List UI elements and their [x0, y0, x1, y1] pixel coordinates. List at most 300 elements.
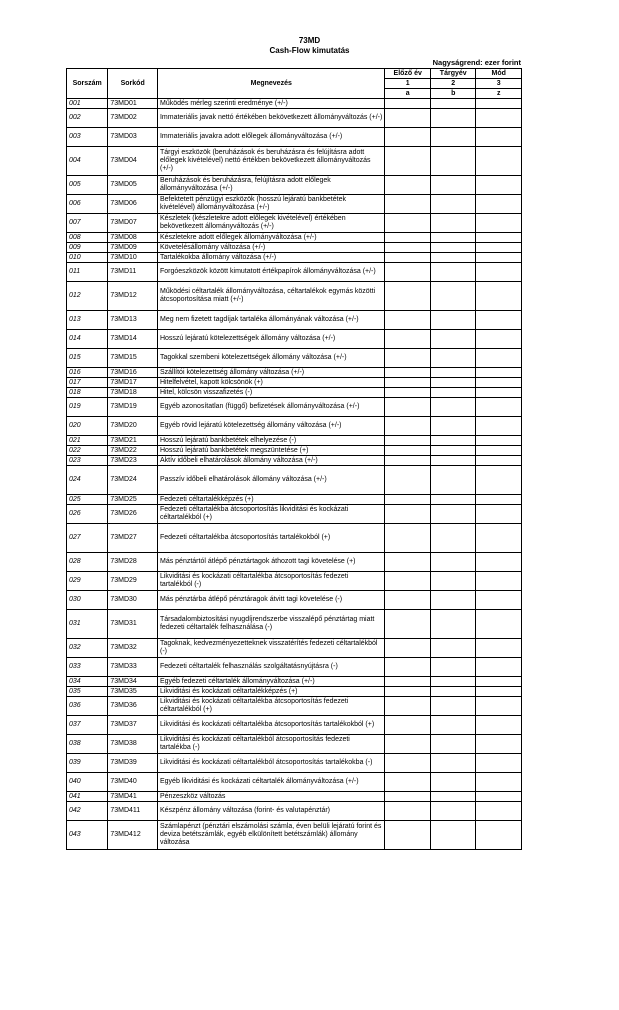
- row-description: Pénzeszköz változás: [157, 792, 385, 802]
- row-serial: 013: [67, 311, 108, 330]
- row-serial: 029: [67, 572, 108, 591]
- row-value-prev[interactable]: [385, 311, 431, 330]
- row-value-current[interactable]: [430, 233, 476, 243]
- row-value-current[interactable]: [430, 368, 476, 378]
- row-serial: 033: [67, 658, 108, 677]
- table-row: [67, 263, 522, 282]
- row-description: Fedezeti céltartalékképzés (+): [157, 495, 385, 505]
- table-row: [67, 466, 522, 495]
- row-serial: 010: [67, 253, 108, 263]
- row-code: 73MD17: [108, 378, 158, 388]
- table-row: [67, 495, 522, 505]
- row-value-mod[interactable]: [476, 735, 522, 754]
- row-serial: 021: [67, 436, 108, 446]
- row-value-current[interactable]: [430, 253, 476, 263]
- row-value-current[interactable]: [430, 214, 476, 233]
- row-value-mod[interactable]: [476, 398, 522, 417]
- row-serial: 007: [67, 214, 108, 233]
- table-row: [67, 572, 522, 591]
- row-description: Tárgyi eszközök (beruházások és beruházásra és felújításra adott előlegek kivételével) nettó értékben bekövetkezett állományváltozás (+/-): [157, 147, 385, 176]
- table-row: [67, 417, 522, 436]
- row-code: 73MD03: [108, 128, 158, 147]
- col-num-current: 2: [430, 79, 476, 89]
- table-row: [67, 176, 522, 195]
- row-value-prev[interactable]: [385, 735, 431, 754]
- row-value-mod[interactable]: [476, 456, 522, 466]
- table-row: [67, 128, 522, 147]
- row-description: Fedezeti céltartalékba átcsoportosítás tartalékokból (+): [157, 524, 385, 553]
- row-value-current[interactable]: [430, 735, 476, 754]
- table-row: [67, 214, 522, 233]
- row-value-current[interactable]: [430, 591, 476, 610]
- row-value-prev[interactable]: [385, 263, 431, 282]
- row-value-prev[interactable]: [385, 524, 431, 553]
- row-value-prev[interactable]: [385, 378, 431, 388]
- row-description: Likviditási és kockázati céltartalékból átcsoportosítás fedezeti tartalékba (-): [157, 735, 385, 754]
- row-value-mod[interactable]: [476, 263, 522, 282]
- row-serial: 032: [67, 639, 108, 658]
- row-value-prev[interactable]: [385, 773, 431, 792]
- row-serial: 039: [67, 754, 108, 773]
- row-code: 73MD30: [108, 591, 158, 610]
- table-row: [67, 388, 522, 398]
- table-row: [67, 282, 522, 311]
- row-code: 73MD11: [108, 263, 158, 282]
- row-value-mod[interactable]: [476, 677, 522, 687]
- col-letter-prev: a: [385, 89, 431, 99]
- row-value-mod[interactable]: [476, 436, 522, 446]
- row-value-mod[interactable]: [476, 697, 522, 716]
- row-value-current[interactable]: [430, 792, 476, 802]
- table-row: [67, 99, 522, 109]
- row-value-current[interactable]: [430, 109, 476, 128]
- row-description: Készpénz állomány változása (forint- és valutapénztár): [157, 802, 385, 821]
- row-value-mod[interactable]: [476, 773, 522, 792]
- row-serial: 002: [67, 109, 108, 128]
- row-value-current[interactable]: [430, 687, 476, 697]
- row-serial: 005: [67, 176, 108, 195]
- row-value-prev[interactable]: [385, 368, 431, 378]
- table-row: [67, 243, 522, 253]
- row-description: Követelésállomány változása (+/-): [157, 243, 385, 253]
- row-description: Működési céltartalék állományváltozása, céltartalékok egymás közötti átcsoportosítása miatt (+/-): [157, 282, 385, 311]
- row-value-prev[interactable]: [385, 436, 431, 446]
- row-value-current[interactable]: [430, 195, 476, 214]
- row-serial: 043: [67, 821, 108, 850]
- row-value-prev[interactable]: [385, 505, 431, 524]
- table-row: [67, 687, 522, 697]
- row-value-prev[interactable]: [385, 553, 431, 572]
- row-description: Fedezeti céltartalékba átcsoportosítás likviditási és kockázati céltartalékból (+): [157, 505, 385, 524]
- col-header-mod: Mód: [476, 69, 522, 79]
- row-value-current[interactable]: [430, 773, 476, 792]
- row-serial: 017: [67, 378, 108, 388]
- cash-flow-table: [66, 68, 522, 850]
- row-code: 73MD412: [108, 821, 158, 850]
- row-serial: 022: [67, 446, 108, 456]
- row-code: 73MD15: [108, 349, 158, 368]
- row-value-mod[interactable]: [476, 349, 522, 368]
- row-description: Likviditási és kockázati céltartalékból átcsoportosítás tartalékokba (-): [157, 754, 385, 773]
- col-header-serial: Sorszám: [67, 69, 108, 99]
- row-description: Hosszú lejáratú kötelezettségek állomány változása (+/-): [157, 330, 385, 349]
- row-value-mod[interactable]: [476, 282, 522, 311]
- row-code: 73MD05: [108, 176, 158, 195]
- row-value-prev[interactable]: [385, 446, 431, 456]
- row-code: 73MD14: [108, 330, 158, 349]
- row-serial: 027: [67, 524, 108, 553]
- row-description: Más pénztárba átlépő pénztáragok átvitt tagi követelése (-): [157, 591, 385, 610]
- row-serial: 014: [67, 330, 108, 349]
- row-value-mod[interactable]: [476, 195, 522, 214]
- row-code: 73MD38: [108, 735, 158, 754]
- row-description: Hitel, kölcsön visszafizetés (-): [157, 388, 385, 398]
- row-value-prev[interactable]: [385, 109, 431, 128]
- col-letter-current: b: [430, 89, 476, 99]
- row-code: 73MD25: [108, 495, 158, 505]
- row-value-prev[interactable]: [385, 821, 431, 850]
- row-value-current[interactable]: [430, 378, 476, 388]
- row-value-prev[interactable]: [385, 495, 431, 505]
- row-description: Tagokkal szembeni kötelezettségek állomány változása (+/-): [157, 349, 385, 368]
- table-row: [67, 195, 522, 214]
- row-serial: 011: [67, 263, 108, 282]
- row-code: 73MD23: [108, 456, 158, 466]
- row-value-prev[interactable]: [385, 677, 431, 687]
- row-value-prev[interactable]: [385, 253, 431, 263]
- row-value-prev[interactable]: [385, 99, 431, 109]
- row-value-mod[interactable]: [476, 253, 522, 263]
- row-description: Egyéb fedezeti céltartalék állományváltozása (+/-): [157, 677, 385, 687]
- row-value-mod[interactable]: [476, 505, 522, 524]
- row-code: 73MD35: [108, 687, 158, 697]
- row-value-prev[interactable]: [385, 282, 431, 311]
- row-description: Likviditási és kockázati céltartalékba átcsoportosítás tartalékokból (+): [157, 716, 385, 735]
- row-description: Más pénztártól átlépő pénztártagok áthozott tagi követelése (+): [157, 553, 385, 572]
- row-value-current[interactable]: [430, 697, 476, 716]
- row-serial: 030: [67, 591, 108, 610]
- table-row: [67, 697, 522, 716]
- row-description: Likviditási és kockázati céltartalékképzés (+): [157, 687, 385, 697]
- col-header-name: Megnevezés: [157, 69, 385, 99]
- row-value-prev[interactable]: [385, 687, 431, 697]
- row-serial: 012: [67, 282, 108, 311]
- row-value-prev[interactable]: [385, 639, 431, 658]
- row-value-current[interactable]: [430, 456, 476, 466]
- row-value-prev[interactable]: [385, 176, 431, 195]
- row-serial: 016: [67, 368, 108, 378]
- row-code: 73MD22: [108, 446, 158, 456]
- unit-label: Nagyságrend: ezer forint: [432, 58, 521, 67]
- table-row: [67, 735, 522, 754]
- table-row: [67, 754, 522, 773]
- row-value-prev[interactable]: [385, 195, 431, 214]
- row-value-current[interactable]: [430, 263, 476, 282]
- row-value-mod[interactable]: [476, 214, 522, 233]
- table-row: [67, 677, 522, 687]
- table-row: [67, 553, 522, 572]
- row-value-mod[interactable]: [476, 716, 522, 735]
- row-value-mod[interactable]: [476, 446, 522, 456]
- row-code: 73MD04: [108, 147, 158, 176]
- row-description: Egyéb rövid lejáratú kötelezettség állomány változása (+/-): [157, 417, 385, 436]
- row-code: 73MD09: [108, 243, 158, 253]
- row-serial: 025: [67, 495, 108, 505]
- table-row: [67, 330, 522, 349]
- row-description: Társadalombiztosítási nyugdíjrendszerbe visszalépő pénztártag miatt fedezeti céltartalék felhasználása (-): [157, 610, 385, 639]
- col-header-current: Tárgyév: [430, 69, 476, 79]
- row-value-current[interactable]: [430, 349, 476, 368]
- table-row: [67, 716, 522, 735]
- row-value-current[interactable]: [430, 436, 476, 446]
- row-code: 73MD40: [108, 773, 158, 792]
- row-value-mod[interactable]: [476, 553, 522, 572]
- row-code: 73MD24: [108, 466, 158, 495]
- row-value-mod[interactable]: [476, 388, 522, 398]
- row-value-current[interactable]: [430, 99, 476, 109]
- table-row: [67, 446, 522, 456]
- row-description: Aktív időbeli elhatárolások állomány változása (+/-): [157, 456, 385, 466]
- row-serial: 040: [67, 773, 108, 792]
- table-row: [67, 773, 522, 792]
- row-value-mod[interactable]: [476, 466, 522, 495]
- table-row: [67, 821, 522, 850]
- form-code: 73MD: [298, 36, 321, 45]
- row-value-mod[interactable]: [476, 792, 522, 802]
- row-value-prev[interactable]: [385, 754, 431, 773]
- row-code: 73MD36: [108, 697, 158, 716]
- row-value-current[interactable]: [430, 505, 476, 524]
- row-value-current[interactable]: [430, 466, 476, 495]
- row-serial: 035: [67, 687, 108, 697]
- row-description: Hitelfelvétel, kapott kölcsönök (+): [157, 378, 385, 388]
- row-value-current[interactable]: [430, 754, 476, 773]
- row-value-prev[interactable]: [385, 214, 431, 233]
- row-value-prev[interactable]: [385, 243, 431, 253]
- table-row: [67, 109, 522, 128]
- row-code: 73MD16: [108, 368, 158, 378]
- row-code: 73MD34: [108, 677, 158, 687]
- row-description: Immateriális javak nettó értékében bekövetkezett állományváltozás (+/-): [157, 109, 385, 128]
- row-value-prev[interactable]: [385, 417, 431, 436]
- row-code: 73MD06: [108, 195, 158, 214]
- row-value-current[interactable]: [430, 553, 476, 572]
- row-value-current[interactable]: [430, 398, 476, 417]
- row-value-current[interactable]: [430, 677, 476, 687]
- row-description: Hosszú lejáratú bankbetétek megszüntetése (+): [157, 446, 385, 456]
- row-value-prev[interactable]: [385, 233, 431, 243]
- row-code: 73MD26: [108, 505, 158, 524]
- row-value-current[interactable]: [430, 282, 476, 311]
- table-row: [67, 658, 522, 677]
- row-description: Meg nem fizetett tagdíjak tartaléka állományának változása (+/-): [157, 311, 385, 330]
- row-value-prev[interactable]: [385, 658, 431, 677]
- row-value-prev[interactable]: [385, 591, 431, 610]
- row-value-current[interactable]: [430, 128, 476, 147]
- row-description: Egyéb likviditási és kockázati céltartalék állományváltozása (+/-): [157, 773, 385, 792]
- row-value-mod[interactable]: [476, 176, 522, 195]
- table-row: [67, 792, 522, 802]
- row-value-mod[interactable]: [476, 821, 522, 850]
- table-row: [67, 524, 522, 553]
- row-value-mod[interactable]: [476, 330, 522, 349]
- row-value-current[interactable]: [430, 243, 476, 253]
- row-value-mod[interactable]: [476, 658, 522, 677]
- row-code: 73MD10: [108, 253, 158, 263]
- row-description: Hosszú lejáratú bankbetétek elhelyezése (-): [157, 436, 385, 446]
- row-value-current[interactable]: [430, 802, 476, 821]
- row-description: Működés mérleg szerinti eredménye (+/-): [157, 99, 385, 109]
- row-value-mod[interactable]: [476, 802, 522, 821]
- row-value-prev[interactable]: [385, 398, 431, 417]
- row-value-current[interactable]: [430, 495, 476, 505]
- row-code: 73MD27: [108, 524, 158, 553]
- row-value-mod[interactable]: [476, 109, 522, 128]
- row-serial: 009: [67, 243, 108, 253]
- row-serial: 042: [67, 802, 108, 821]
- row-value-prev[interactable]: [385, 802, 431, 821]
- table-row: [67, 436, 522, 446]
- row-value-mod[interactable]: [476, 243, 522, 253]
- row-serial: 031: [67, 610, 108, 639]
- row-value-mod[interactable]: [476, 754, 522, 773]
- row-serial: 019: [67, 398, 108, 417]
- table-row: [67, 147, 522, 176]
- table-row: [67, 368, 522, 378]
- row-value-mod[interactable]: [476, 128, 522, 147]
- row-value-prev[interactable]: [385, 572, 431, 591]
- row-code: 73MD31: [108, 610, 158, 639]
- row-code: 73MD02: [108, 109, 158, 128]
- row-serial: 041: [67, 792, 108, 802]
- table-row: [67, 398, 522, 417]
- row-serial: 015: [67, 349, 108, 368]
- row-description: Számlapénzt (pénztári elszámolási számla, éven belüli lejáratú forint és deviza betétszámlák, egyéb elkülönített betétszámlák) állomány változása: [157, 821, 385, 850]
- row-value-mod[interactable]: [476, 687, 522, 697]
- row-code: 73MD08: [108, 233, 158, 243]
- table-row: [67, 610, 522, 639]
- row-description: Likviditási és kockázati céltartalékba átcsoportosítás fedezeti tartalékból (-): [157, 572, 385, 591]
- row-value-prev[interactable]: [385, 147, 431, 176]
- row-serial: 004: [67, 147, 108, 176]
- row-value-prev[interactable]: [385, 456, 431, 466]
- row-value-prev[interactable]: [385, 330, 431, 349]
- row-value-mod[interactable]: [476, 368, 522, 378]
- row-value-prev[interactable]: [385, 792, 431, 802]
- row-description: Tartalékokba állomány változása (+/-): [157, 253, 385, 263]
- row-serial: 038: [67, 735, 108, 754]
- row-code: 73MD39: [108, 754, 158, 773]
- table-row: [67, 253, 522, 263]
- row-description: Egyéb azonosítatlan (függő) befizetések állományváltozása (+/-): [157, 398, 385, 417]
- row-value-mod[interactable]: [476, 591, 522, 610]
- row-description: Fedezeti céltartalék felhasználás szolgáltatásnyújtásra (-): [157, 658, 385, 677]
- row-value-current[interactable]: [430, 311, 476, 330]
- row-code: 73MD07: [108, 214, 158, 233]
- row-description: Készletekre adott előlegek állományváltozása (+/-): [157, 233, 385, 243]
- row-serial: 008: [67, 233, 108, 243]
- row-code: 73MD12: [108, 282, 158, 311]
- row-value-prev[interactable]: [385, 697, 431, 716]
- form-title: Cash-Flow kimutatás: [269, 46, 350, 55]
- table-row: [67, 591, 522, 610]
- row-description: Forgóeszközök között kimutatott értékpapírok állományváltozása (+/-): [157, 263, 385, 282]
- row-description: Szállítói kötelezettség állomány változása (+/-): [157, 368, 385, 378]
- row-serial: 001: [67, 99, 108, 109]
- row-value-current[interactable]: [430, 417, 476, 436]
- row-value-current[interactable]: [430, 572, 476, 591]
- row-serial: 037: [67, 716, 108, 735]
- row-value-current[interactable]: [430, 388, 476, 398]
- row-code: 73MD18: [108, 388, 158, 398]
- row-code: 73MD20: [108, 417, 158, 436]
- row-description: Készletek (készletekre adott előlegek kivételével) értékében bekövetkezett állományváltozás (+/-): [157, 214, 385, 233]
- row-value-prev[interactable]: [385, 716, 431, 735]
- row-value-mod[interactable]: [476, 311, 522, 330]
- table-row: [67, 311, 522, 330]
- row-serial: 036: [67, 697, 108, 716]
- row-code: 73MD19: [108, 398, 158, 417]
- row-description: Passzív időbeli elhatárolások állomány változása (+/-): [157, 466, 385, 495]
- col-header-code: Sorkód: [108, 69, 158, 99]
- row-value-mod[interactable]: [476, 378, 522, 388]
- row-value-mod[interactable]: [476, 524, 522, 553]
- row-value-current[interactable]: [430, 716, 476, 735]
- row-serial: 024: [67, 466, 108, 495]
- row-serial: 006: [67, 195, 108, 214]
- row-code: 73MD13: [108, 311, 158, 330]
- row-value-mod[interactable]: [476, 610, 522, 639]
- row-value-current[interactable]: [430, 821, 476, 850]
- row-value-current[interactable]: [430, 176, 476, 195]
- row-description: Tagoknak, kedvezményezetteknek visszatérítés fedezeti céltartalékból (-): [157, 639, 385, 658]
- row-value-prev[interactable]: [385, 349, 431, 368]
- row-serial: 023: [67, 456, 108, 466]
- table-row: [67, 378, 522, 388]
- row-serial: 020: [67, 417, 108, 436]
- row-value-prev[interactable]: [385, 466, 431, 495]
- row-value-mod[interactable]: [476, 233, 522, 243]
- row-value-current[interactable]: [430, 639, 476, 658]
- row-value-mod[interactable]: [476, 639, 522, 658]
- row-code: 73MD37: [108, 716, 158, 735]
- row-value-current[interactable]: [430, 446, 476, 456]
- table-row: [67, 802, 522, 821]
- row-value-mod[interactable]: [476, 417, 522, 436]
- row-serial: 034: [67, 677, 108, 687]
- row-value-prev[interactable]: [385, 128, 431, 147]
- row-value-current[interactable]: [430, 330, 476, 349]
- table-row: [67, 233, 522, 243]
- row-code: 73MD33: [108, 658, 158, 677]
- table-row: [67, 505, 522, 524]
- row-value-mod[interactable]: [476, 147, 522, 176]
- row-description: Immateriális javakra adott előlegek állományváltozása (+/-): [157, 128, 385, 147]
- row-value-mod[interactable]: [476, 572, 522, 591]
- col-num-prev: 1: [385, 79, 431, 89]
- row-value-current[interactable]: [430, 610, 476, 639]
- table-row: [67, 349, 522, 368]
- row-value-mod[interactable]: [476, 99, 522, 109]
- row-code: 73MD28: [108, 553, 158, 572]
- row-value-current[interactable]: [430, 147, 476, 176]
- col-header-prev: Előző év: [385, 69, 431, 79]
- row-value-prev[interactable]: [385, 610, 431, 639]
- row-value-mod[interactable]: [476, 495, 522, 505]
- row-value-prev[interactable]: [385, 388, 431, 398]
- row-value-current[interactable]: [430, 658, 476, 677]
- row-value-current[interactable]: [430, 524, 476, 553]
